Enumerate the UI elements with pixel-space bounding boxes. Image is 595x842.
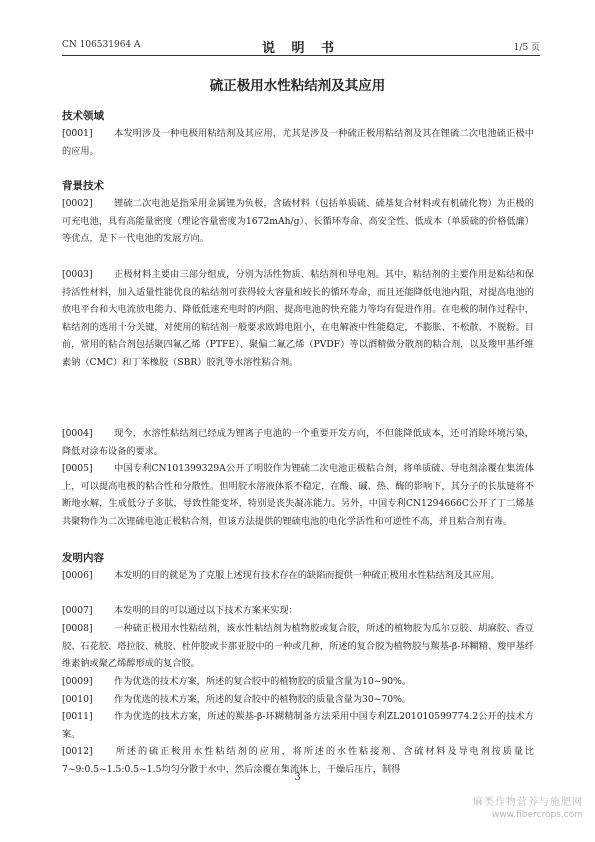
watermark-url: www.fibercrops.com — [492, 810, 583, 820]
paragraph-text: 中国专利CN101399329A公开了明胶作为锂硫二次电池正极粘合剂，将单质硫、导电剂涂覆在集流体上，可以提高电极的粘合性和分散性。但明胶水溶液体系不稳定，在酸、碱、热、酶的影响下，其分子的长肽链将不断地水解，生成低分子多肽，导致性能变坏，特别是丧失凝冻能力。另外，中国专利CN1294666C公开了丁二烯基共聚物作为二次锂硫电池正极粘合剂，但该方法提供的锂硫电池的电化学活性和可逆性不高，并且粘合剂有毒。 — [62, 463, 534, 527]
paragraph-number: [0002] — [62, 198, 93, 209]
paragraph-0004 — [62, 425, 534, 460]
paragraph-0011 — [62, 708, 534, 743]
paragraph-0005 — [62, 460, 534, 530]
paragraph-0002 — [62, 195, 534, 248]
paragraph-text: 作为优选的技术方案，所述的复合胶中的植物胶的质量含量为30~70%。 — [114, 694, 412, 705]
paragraph-text: 作为优选的技术方案，所述的羰基-β-环糊精制备方法采用中国专利ZL201010599774.2公开的技术方案。 — [62, 711, 534, 740]
page-header — [62, 38, 540, 56]
paragraph-number: [0007] — [62, 605, 93, 616]
paragraph-0008 — [62, 620, 534, 673]
paragraph-text: 所述的硫正极用水性粘结剂的应用，将所述的水性粘接剂、含硫材料及导电剂按质量比7~9:0.5~1.5:0.5~1.5均匀分散于水中，然后涂覆在集流体上，干燥后压片，制得 — [62, 746, 534, 775]
paragraph-0001 — [62, 125, 534, 160]
paragraph-number: [0004] — [62, 428, 93, 439]
paragraph-0010 — [62, 691, 534, 709]
paragraph-text: 一种硫正极用水性粘结剂，该水性粘结剂为植物胶或复合胶，所述的植物胶为瓜尔豆胶、胡麻胶、香豆胶、石花胶、塔拉胶、桃胶、杜仲胶或卡那亚胶中的一种或几种，所述的复合胶为植物胶与羰基-β-环糊精、羧甲基纤维素钠或聚乙烯醇形成的复合胶。 — [62, 623, 534, 670]
paragraph-number: [0009] — [62, 676, 93, 687]
paragraph-0006 — [62, 567, 534, 585]
page-number: 3 — [294, 772, 301, 783]
paragraph-text: 正极材料主要由三部分组成，分别为活性物质、粘结剂和导电剂。其中，粘结剂的主要作用是粘结和保持活性材料，加入适量性能优良的粘结剂可获得较大容量和较长的循环寿命，而且还能降低电池内阻，对提高电池的放电平台和大电流放电能力、降低低速充电时的内阻、提高电池的快充能力等均有促进作用。在电极的制作过程中，粘结剂的选用十分关键，对使用的粘结剂一般要求欧姆电阻小，在电解液中性能稳定，不膨胀、不松散、不脱粉。目前，常用的粘合剂包括聚四氟乙烯（PTFE）、聚偏二氟乙烯（PVDF）等以酒精做分散剂的粘合剂，以及羧甲基纤维素钠（CMC）和丁苯橡胶（SBR）胶乳等水溶性粘合剂。 — [62, 269, 534, 368]
paragraph-text: 本发明的目的可以通过以下技术方案来实现： — [114, 605, 298, 616]
paragraph-text: 本发明涉及一种电极用粘结剂及其应用，尤其是涉及一种硫正极用粘结剂及其在锂硫二次电池硫正极中的应用。 — [62, 128, 534, 157]
document-title: 硫正极用水性粘结剂及其应用 — [209, 78, 386, 94]
paragraph-number: [0005] — [62, 463, 93, 474]
paragraph-number: [0001] — [62, 128, 93, 139]
paragraph-number: [0010] — [62, 694, 93, 705]
page-counter: 1/5 页 — [513, 43, 540, 53]
patent-number: CN 106531964 A — [62, 40, 141, 50]
paragraph-text: 本发明的目的就是为了克服上述现有技术存在的缺陷而提供一种硫正极用水性粘结剂及其应用。 — [114, 570, 500, 581]
paragraph-0003 — [62, 266, 534, 372]
watermark-site-name: 麻类作物营养与施肥网 — [473, 797, 583, 808]
paragraph-0009 — [62, 673, 534, 691]
paragraph-number: [0006] — [62, 570, 93, 581]
paragraph-number: [0012] — [62, 746, 93, 757]
paragraph-0007 — [62, 602, 534, 620]
paragraph-number: [0008] — [62, 623, 93, 634]
paragraph-text: 锂硫二次电池是指采用金属锂为负极，含硫材料（包括单质硫、硫基复合材料或有机硫化物）为正极的可充电池，具有高能量密度（理论容量密度为1672mAh/g）、长循环寿命、高安全性、低成本（单质硫的价格低廉）等优点，是下一代电池的发展方向。 — [62, 198, 534, 245]
paragraph-text: 作为优选的技术方案，所述的复合胶中的植物胶的质量含量为10~90%。 — [114, 676, 412, 687]
watermark — [473, 793, 583, 820]
paragraph-text: 现今，水溶性粘结剂已经成为锂离子电池的一个重要开发方向，不但能降低成本，还可消除环境污染，降低对涂布设备的要求。 — [62, 428, 534, 457]
paragraph-number: [0003] — [62, 269, 93, 280]
section-heading-technical-field: 技术领域 — [62, 110, 104, 122]
section-heading-invention: 发明内容 — [62, 552, 104, 564]
document-type: 说 明 书 — [261, 41, 341, 56]
section-heading-background: 背景技术 — [62, 180, 104, 192]
paragraph-number: [0011] — [62, 711, 93, 722]
